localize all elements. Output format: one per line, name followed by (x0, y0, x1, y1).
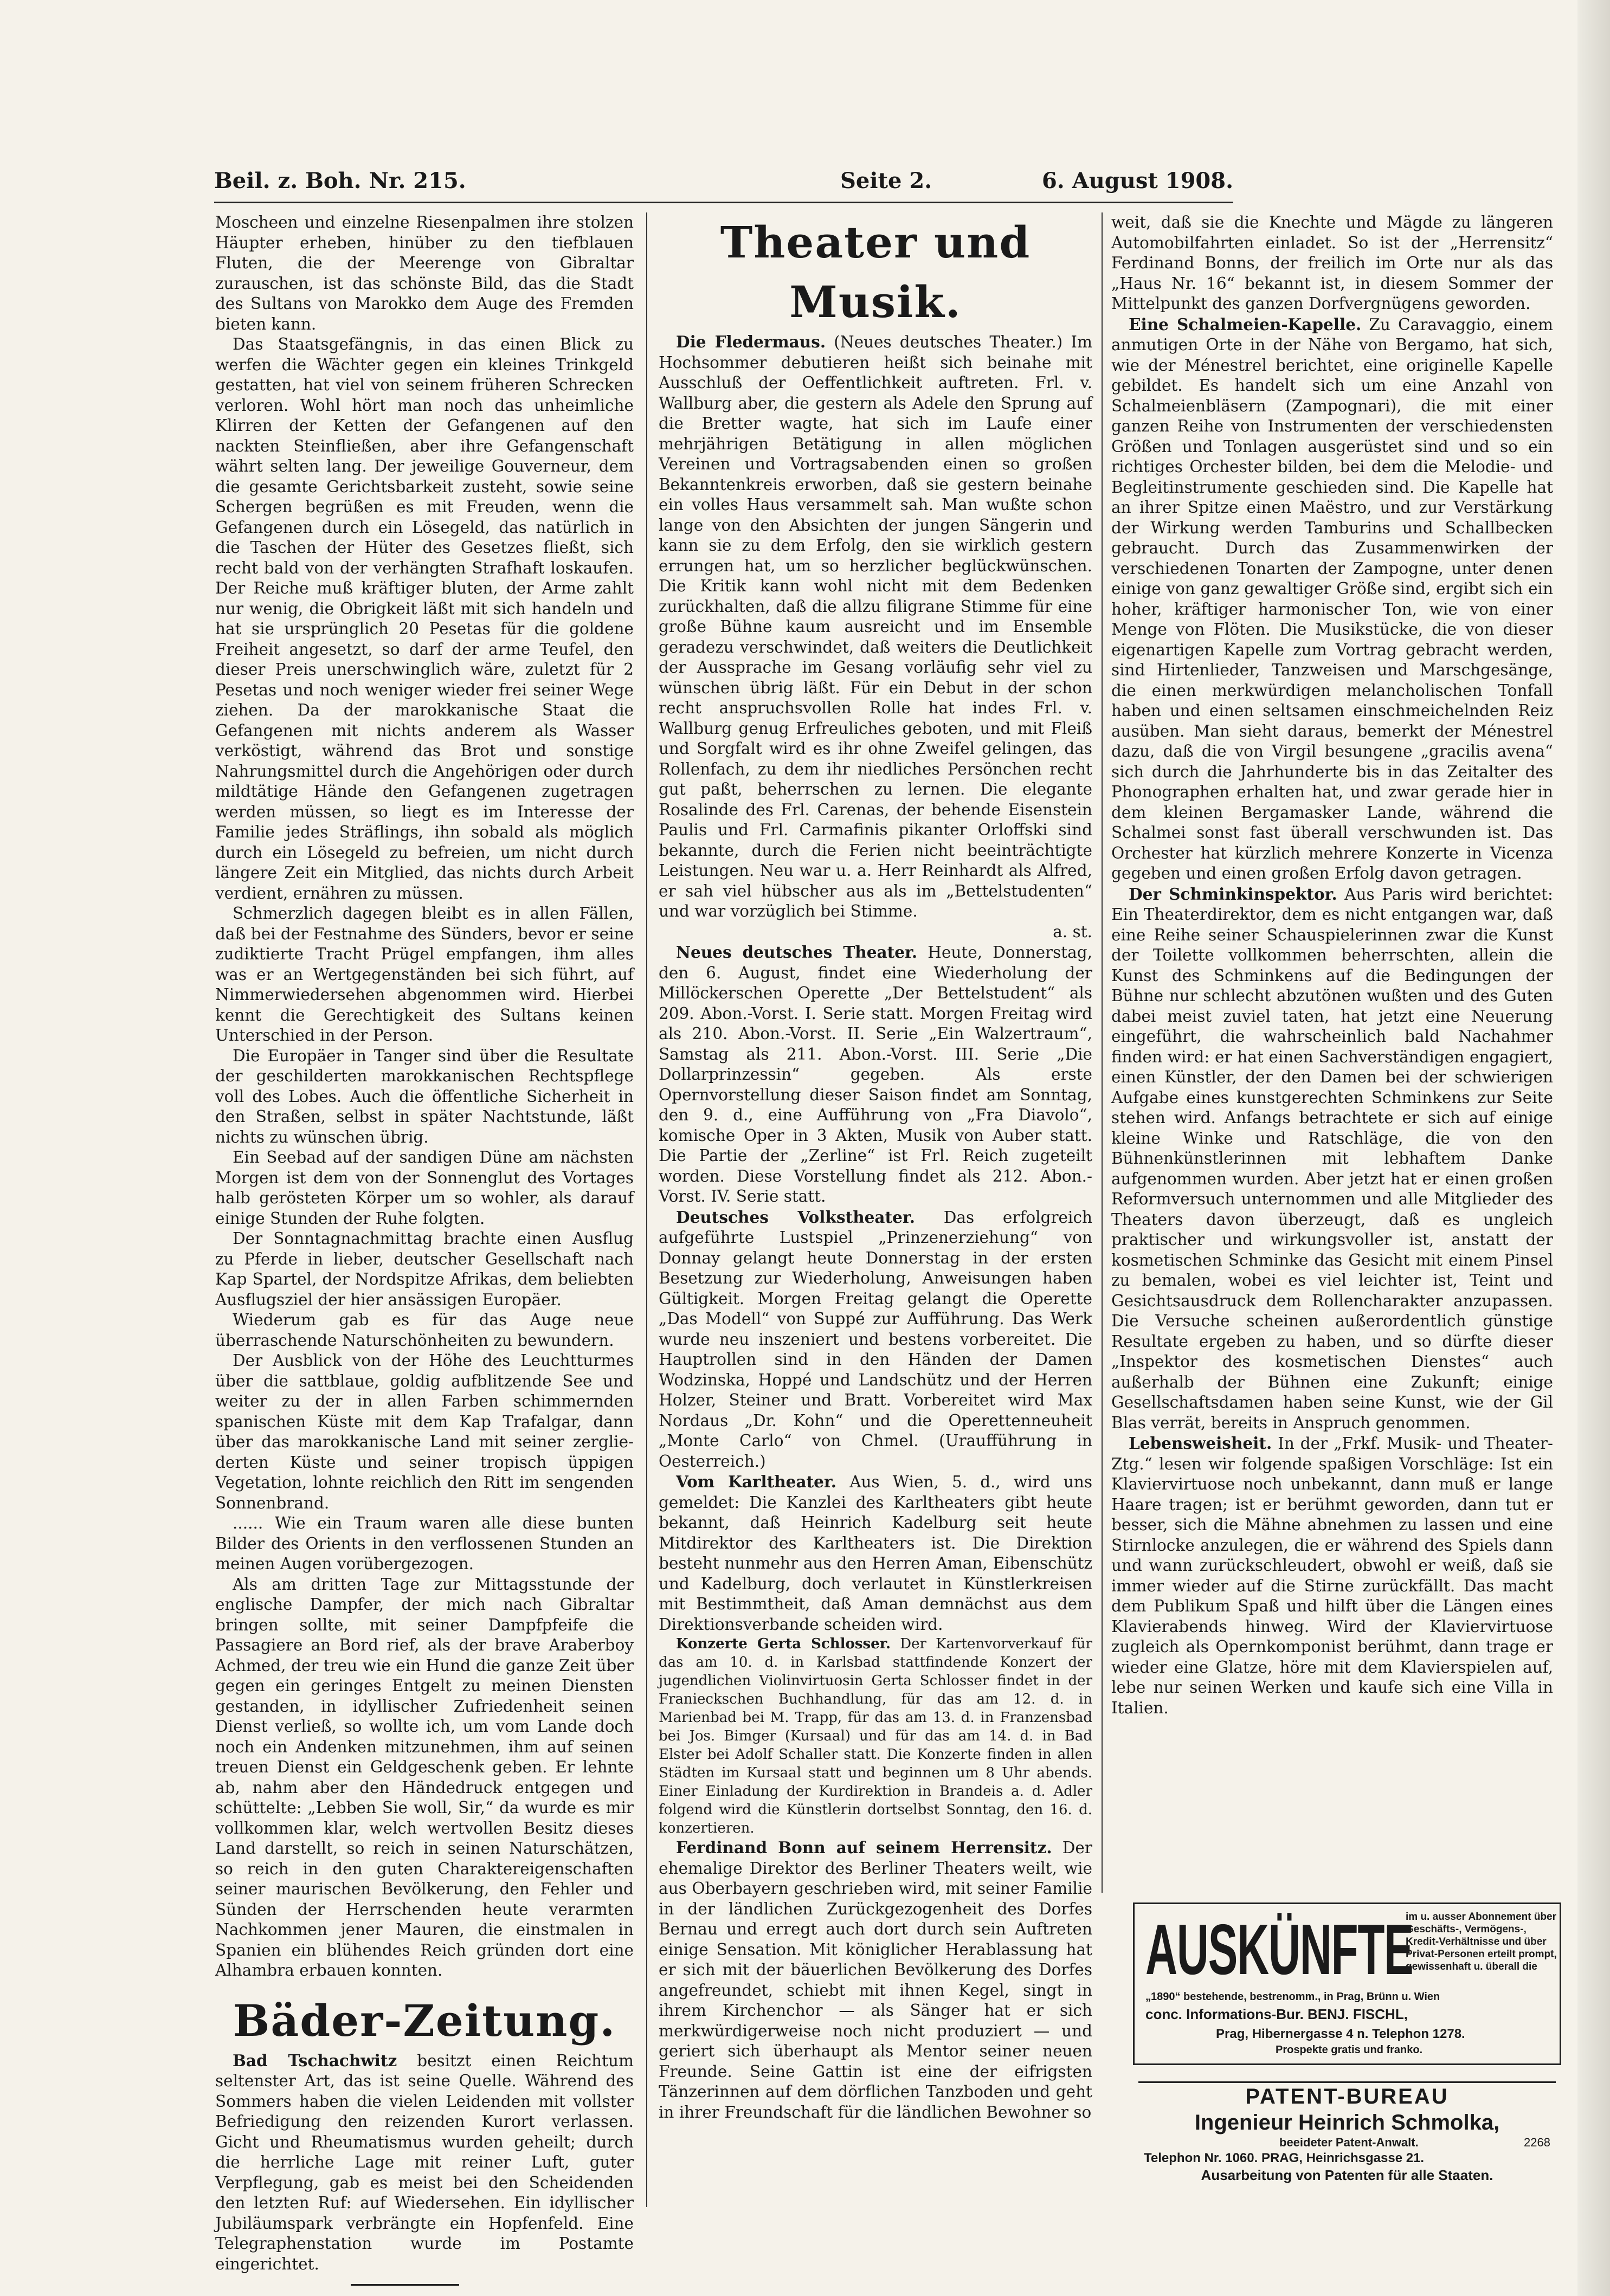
column-1 (215, 212, 634, 2286)
article-lead: Der Schminkinspektor. (1129, 884, 1337, 904)
article-lead: Die Fledermaus. (676, 332, 826, 351)
article-text: Aus Paris wird berichtet: Ein Theaterdirektor, dem es nicht entgangen war, daß eine Reihe seiner Schauspielerinnen zwar die Kunst der Toilette vollkommen beherrschten, allein die Kunst des Schminkens auf die Bedingungen der Bühne nur schlecht abzutönen wußten und des Guten dabei meist zuviel taten, hat jetzt eine Neuerung eingeführt, die wahrscheinlich bald Nachahmer finden wird: er hat einen Sachverständigen engagiert, einen Künstler, der den Damen bei der schwierigen Aufgabe eines kunstgerechten Schminkens zur Seite stehen wird. Anfangs betrachtete er sich auf einige kleine Winke und Ratschläge, die von den Bühnenkünstlerinnen mit lebhaftem Danke aufgenommen wurden. Aber jetzt hat er einen großen Reformversuch unternommen und alle Mitglieder des Theaters davon überzeugt, daß es ungleich praktischer und wirkungsvoller ist, anstatt der kosmetischen Schminke das Gesicht mit einem Pinsel zu bemalen, wobei es viel leichter ist, Teint und Gesichtsausdruck dem Rollencharakter anzupassen. Die Versuche scheinen außerordentlich günstige Resultate ergeben zu haben, und so dürfte dieser „Inspektor des kosmetischen Dienstes“ auch außerhalb der Bühnen eine Zukunft; einige Gesellschaftsdamen haben seine Kunst, wie der Gil Blas verrät, bereits in Anspruch genommen. (1111, 885, 1553, 1432)
article-lead: Vom Karltheater. (676, 1472, 837, 1491)
ad-address: Telephon Nr. 1060. PRAG, Heinrichsgasse 21. (1144, 2151, 1425, 2165)
article-lead: Deutsches Volkstheater. (676, 1207, 916, 1227)
article-text: Das Staatsgefängnis, in das einen Blick zu werfen die Wächter gegen ein kleines Trinkgeld gestatten, hat viel von seinem früheren Schrecken verloren. Wohl hört man noch das unheimliche Klirren der Ketten der Gefangenen auf den nackten Steinfließen, aber ihre Gefangenschaft währt selten lang. Der jeweilige Gouverneur, dem die gesamte Gerichtsbarkeit zusteht, sowie seine Schergen begrüßen es mit Freuden, wenn die Gefangenen durch ein Lösegeld, das natürlich in die Taschen der Hüter des Gesetzes fließt, sich recht bald von der verhängten Strafhaft loskaufen. Der Reiche muß kräftiger bluten, der Arme zahlt nur wenig, die Obrigkeit läßt mit sich handeln und hat sie ursprünglich 20 Pesetas für die goldene Freiheit angesetzt, so darf der arme Teufel, den dieser Preis unerschwinglich wäre, zuletzt für 2 Pesetas und noch weniger wieder frei seiner Wege ziehen. Da der marokkanische Staat die Gefangenen mit nichts anderem als Wasser verköstigt, während das Brot und sonstige Nahrungsmittel durch die Angehörigen oder durch mildtätige Hände den Gefangenen zugetragen werden müssen, so liegt es im Interesse der Familie jedes Sträflings, ihn sobald als möglich durch ein Lösegeld zu befreien, um nicht durch längere Zeit ein Mitglied, das nichts durch Arbeit verdient, ernähren zu müssen. (215, 335, 634, 902)
article-text: Schmerzlich dagegen bleibt es in allen Fällen, daß bei der Festnahme des Sünders, bevor er seine zudiktierte Tracht Prügel empfangen, ihm alles was er an Wertgegenständen bei sich führt, auf Nimmerwiedersehen abgenommen wird. Hierbei kennt die Gerechtigkeit des Sultans keinen Unterschied in der Person. (215, 904, 634, 1044)
article-text: Ein Seebad auf der sandigen Düne am nächsten Morgen ist dem von der Sonnenglut des Vortages halb gerösteten Körper um so wohler, als darauf einige Stunden der Ruhe folgten. (215, 1148, 634, 1228)
article-lead: Lebensweisheit. (1129, 1434, 1272, 1453)
ad-headline: AUSKÜNFTE (1145, 1910, 1413, 1989)
article-text: Moscheen und einzelne Riesenpalmen ihre stolzen Häupter erheben, hinüber zu den tiefblauen Fluten, die der Meerenge von Gibraltar zurauschen, ist das schönste Bild, das die Stadt des Sultans von Marokko dem Auge des Fremden bieten kann. (215, 213, 634, 333)
article-text: Der Ausblick von der Höhe des Leuchtturmes über die sattblaue, goldig aufblitzende See und weiter zu der in allen Farben schimmernden spanischen Küste mit dem Kap Trafalgar, dann über das marokkanische Land mit seiner zergliederten Küste und seiner tropisch üppigen Vegetation, lohnte reichlich den Ritt im sengenden Sonnenbrand. (215, 1351, 634, 1512)
baeder-zeitung-title: Bäder-Zeitung. (233, 1995, 616, 2046)
article-text: ...... Wie ein Traum waren alle diese bunten Bilder des Orients in den verflossenen Stunden an meinen Augen vorübergezogen. (215, 1514, 634, 1573)
article-text: Das erfolgreich aufgeführte Lustspiel „Prinzenerziehung“ von Donnay gelangt heute Donnerstag in der ersten Besetzung zur Wiederholung, Anweisungen haben Gültigkeit. Morgen Freitag gelangt die Operette „Das Modell“ von Suppé zur Aufführung. Das Werk wurde neu inszeniert und bestens vorbereitet. Die Hauptrollen sind in den Händen der Damen Wodzinska, Hoppé und Landschütz und der Herren Holzer, Steiner und Bratt. Vorbereitet wird Max Nordaus „Dr. Kohn“ und die Operettenneuheit „Monte Carlo“ von Chmel. (Uraufführung in Oesterreich.) (659, 1208, 1092, 1471)
ad-company-name: conc. Informations-Bur. BENJ. FISCHL, (1145, 2006, 1408, 2022)
binding-edge (1577, 0, 1610, 2296)
article-text: Zu Caravaggio, einem anmutigen Orte in der Nähe von Bergamo, hat sich, wie der Ménestrel berichtet, eine originelle Kapelle gebildet. Es handelt sich um eine Anzahl von Schalmeienbläsern (Zampognari), die mit einer ganzen Reihe von Instrumenten der verschiedensten Größen und Tonlagen ausgerüstet sind und so ein richtiges Orchester bilden, bei dem die Melodie- und Begleitinstrumente geschieden sind. Die Kapelle hat an ihrer Spitze einen Maëstro, und zur Verstärkung der Wirkung werden Tamburins und Schallbecken gebraucht. Durch das Zusammenwirken der verschiedenen Tonarten der Zampogne, unter denen einige von ganz gewaltiger Größe sind, ergibt sich ein hoher, kräftiger harmonischer Ton, wie von einer Menge von Flöten. Die Musikstücke, die von dieser eigenartigen Kapelle zum Vortrag gebracht werden, sind Hirtenlieder, Tanzweisen und Marschgesänge, die einen merkwürdigen melancholischen Tonfall haben und einen seltsamen einschmeichelnden Reiz ausüben. Man sieht daraus, bemerkt der Ménestrel dazu, daß die von Virgil besungene „gracilis avena“ sich durch die Jahrhunderte bis in das Zeitalter des Phonographen erhalten hat, und zwar gerade hier in dem kleinen Bergamasker Lande, während die Schalmei sonst fast überall verschwunden ist. Das Orchester hat kürzlich mehrere Konzerte in Vicenza gegeben und einen großen Erfolg davon getragen. (1111, 315, 1553, 882)
article-signature: a. st. (1053, 922, 1092, 941)
ad-subtitle (1128, 2135, 1567, 2150)
ad-headline: PATENT-BUREAU (1245, 2085, 1449, 2108)
ad-number: 2268 (1524, 2136, 1550, 2149)
ad-address: Prag, Hibernergasse 4 n. Telephon 1278. (1216, 2027, 1465, 2041)
article-text: Wiederum gab es für das Auge neue überraschende Naturschönheiten zu bewundern. (215, 1311, 634, 1350)
article-lead: Eine Schalmeien-Kapelle. (1129, 314, 1362, 334)
ad-line: „1890“ bestehende, bestrenomm., in Prag, Brünn u. Wien (1145, 1991, 1440, 2003)
article-lead: Konzerte Gerta Schlosser. (676, 1636, 891, 1652)
article-lead: Bad Tschachwitz (233, 2050, 397, 2070)
page-header (214, 168, 1233, 201)
auskuenfte-advertisement (1133, 1902, 1561, 2065)
article-text: Die Europäer in Tanger sind über die Resultate der geschilderten marokkanischen Rechtspflege voll des Lobes. Auch die öffentliche Sicherheit in den Straßen, selbst in später Nachtstunde, läßt nichts zu wünschen übrig. (215, 1046, 634, 1146)
column-3 (1111, 212, 1553, 1718)
article-lead: Neues deutsches Theater. (676, 943, 918, 962)
ad-line: Ausarbeitung von Patenten für alle Staaten. (1201, 2167, 1493, 2183)
article-text: Der Kartenvorverkauf für das am 10. d. in Karlsbad stattfindende Konzert der jugendlichen Violinvirtuosin Gerta Schlosser findet in der Franieckschen Buchhandlung, für das am 12. d. in Marienbad bei M. Trapp, für das am 13. d. in Franzensbad bei Jos. Bimger (Kursaal) und für das am 14. d. in Bad Elster bei Adolf Schaller statt. Die Konzerte finden in allen Städten im Kursaal statt und beginnen um 8 Uhr abends. Einer Einladung der Kurdirektion in Brandeis a. d. Adler folgend wird die Künstlerin dortselbst Sonntag, den 16. d. konzertieren. (659, 1636, 1092, 1836)
header-date: 6. August 1908. (1041, 168, 1233, 194)
header-rule (214, 202, 1233, 203)
theater-musik-title: Theater und Musik. (720, 217, 1031, 327)
article-text: weit, daß sie die Knechte und Mägde zu längeren Automobilfahrten einladet. So ist der „Herrensitz“ Ferdinand Bonns, der freilich im Orte nur als das „Haus Nr. 16“ bekannt ist, in diesem Sommer der Mittelpunkt des ganzen Dorfvergnügens geworden. (1111, 213, 1553, 313)
end-ornament (351, 2284, 459, 2286)
article-text: Der Sonntagnachmittag brachte einen Ausflug zu Pferde in lieber, deutscher Gesellschaft nach Kap Spartel, der Nordspitze Afrikas, dem beliebten Ausflugsziel der hier ansässigen Europäer. (215, 1229, 634, 1309)
header-page-number: Seite 2. (840, 168, 932, 194)
ad-description: im u. ausser Abonnement über Geschäfts-, Vermögens-, Kredit-Verhältnisse und über Privat-Personen erteilt prompt, gewissenhaft u. überall die (1406, 1911, 1557, 1972)
column-2 (659, 212, 1092, 2123)
ad-company-name: Ingenieur Heinrich Schmolka, (1194, 2111, 1500, 2134)
patent-bureau-advertisement (1128, 2081, 1567, 2183)
article-lead: Ferdinand Bonn auf seinem Herrensitz. (676, 1838, 1052, 1857)
article-text: In der „Frkf. Musik- und Theater-Ztg.“ lesen wir folgende spaßigen Vorschläge: Ist ein Klaviervirtuose noch unbekannt, dann muß er lange Haare tragen; ist er berühmt geworden, dann tut er besser, sich die Mähne abnehmen zu lassen und eine Stirnlocke anzulegen, die er während des Spiels dann und wann zurückschleudert, obwohl er weiß, daß sie immer wieder auf die Stirne zurückfällt. Das macht dem Publikum Spaß und hilft über die Längen eines Klavierabends hinweg. Wird der Klaviervirtuose zugleich als Opernkomponist berühmt, dann trage er wieder eine Glatze, höre mit dem Klavierspielen auf, lebe nur seinen Werken und kaufe sich eine Villa in Italien. (1111, 1434, 1553, 1717)
article-text: Heute, Donnerstag, den 6. August, findet eine Wiederholung der Millöckerschen Operette „Der Bettelstudent“ als 209. Abon.-Vorst. I. Serie statt. Morgen Freitag wird als 210. Abon.-Vorst. II. Serie „Ein Walzertraum“, Samstag als 211. Abon.-Vorst. III. Serie „Die Dollarprinzessin“ gegeben. Als erste Opernvorstellung dieser Saison findet am Sonntag, den 9. d., eine Aufführung von „Fra Diavolo“, komische Oper in 3 Akten, Musik von Auber statt. Die Partie der „Zerline“ ist Frl. Reich zugeteilt worden. Diese Vorstellung findet als 212. Abon.-Vorst. IV. Serie statt. (659, 943, 1092, 1205)
article-text: Als am dritten Tage zur Mittagsstunde der englische Dampfer, der mich nach Gibraltar bringen sollte, mit seiner Dampfpfeife die Passagiere an Bord rief, als der brave Araberboy Achmed, der treu wie ein Hund die ganze Zeit über gegen ein geringes Entgelt zu meinen Diensten gestanden, in idyllischer Zufriedenheit seinen Dienst verließ, so wollte ich, um vom Lande doch noch ein Andenken mitzunehmen, ihm auf seinen treuen Dienst ein Geldgeschenk geben. Er lehnte ab, nahm aber den Händedruck entgegen und schüttelte: „Lebben Sie woll, Sir,“ da wurde es mir vollkommen klar, welch wertvollen Besitz dieses Land darstellt, so reich in seinen Naturschätzen, so reich in den guten Charaktereigenschaften seiner maurischen Bevölkerung, den Fehler und Sünden der Herrschenden heute verarmten Nachkommen jener Mauren, die einstmalen in Spanien ein blühendes Reich gründen dort eine Alhambra erbauen konnten. (215, 1575, 634, 1979)
article-text: Aus Wien, 5. d., wird uns gemeldet: Die Kanzlei des Karltheaters gibt heute bekannt, daß Heinrich Kadelburg seit heute Mitdirektor des Karltheaters ist. Die Direktion besteht nunmehr aus den Herren Aman, Eibenschütz und Kadelburg, doch verlautet in Künstlerkreisen mit Bestimmtheit, daß Aman demnächst aus dem Direktionsverbande scheiden wird. (659, 1473, 1092, 1634)
header-issue: Beil. z. Boh. Nr. 215. (214, 168, 466, 194)
article-text: (Neues deutsches Theater.) Im Hochsommer debutieren heißt sich beinahe mit Ausschluß der Oeffentlichkeit auftreten. Frl. v. Wallburg aber, die gestern als Adele den Sprung auf die Bretter wagte, hat sich im Laufe einer mehrjährigen Betätigung in allen möglichen Vereinen und Vortragsabenden einen so großen Bekanntenkreis erworben, daß sie gestern beinahe ein volles Haus versammelt sah. Man wußte schon lange von den Absichten der jungen Sängerin und kann sie zu dem Erfolg, den sie wirklich gestern errungen hat, um so herzlicher beglückwünschen. Die Kritik kann wohl nicht mit dem Bedenken zurückhalten, daß die allzu filigrane Stimme für eine große Bühne kaum ausreicht und im Ensemble geradezu verschwindet, daß weiters die Deutlichkeit der Aussprache im Gesang vorläufig sehr viel zu wünschen übrig läßt. Für ein Debut in der schon recht anspruchsvollen Rolle hat indes Frl. v. Wallburg genug Erfreuliches geboten, und mit Fleiß und Sorgfalt wird es ihr ohne Zweifel gelingen, das Rollenfach, zu dem ihr niedliches Persönchen recht gut paßt, beherrschen zu lernen. Die elegante Rosalinde des Frl. Carenas, der behende Eisenstein Paulis und Frl. Carmafinis pikanter Orloffski sind bekannte, durch die Ferien nicht beeinträchtigte Leistungen. Neu war u. a. Herr Reinhardt als Alfred, er sah viel hübscher aus als im „Bettelstudenten“ und war vorzüglich bei Stimme. (659, 333, 1092, 920)
article-text: besitzt einen Reichtum seltenster Art, das ist seine Quelle. Während des Sommers haben die vielen Leidenden mit vollster Befriedigung den reizenden Kurort verlassen. Gicht und Rheumatismus wurden geheilt; durch die herrliche Lage mit reiner Luft, guter Verpflegung, gab es meist bei den Scheidenden den letzten Ruf: auf Wiedersehen. Ein idyllischer Jubiläumspark verbrängte ein Hopfenfeld. Eine Telegraphenstation wurde im Postamte eingerichtet. (215, 2051, 634, 2273)
article-text: Der ehemalige Direktor des Berliner Theaters weilt, wie aus Oberbayern geschrieben wird, mit seiner Familie in der ländlichen Zurückgezogenheit des Dorfes Bernau und erregt auch dort durch sein Auftreten einige Sensation. Mit königlicher Herablassung hat er sich mit der bäuerlichen Bevölkerung des Dorfes angefreundet, schiebt mit ihnen Kegel, singt in ihrem Kirchenchor — als Sänger hat er sich merkwürdigerweise noch nicht produziert — und geriert sich überhaupt als Mentor seiner neuen Freunde. Seine Gattin ist eine der eifrigsten Tänzerinnen auf dem dörflichen Tanzboden und geht in ihrer Freundschaft für die ländlichen Bewohner so (659, 1839, 1092, 2121)
column-rule-2 (1102, 212, 1103, 1893)
column-rule-1 (646, 212, 647, 2207)
ad-title: beeideter Patent-Anwalt. (1279, 2136, 1419, 2149)
ad-line: Prospekte gratis und franko. (1276, 2044, 1423, 2056)
